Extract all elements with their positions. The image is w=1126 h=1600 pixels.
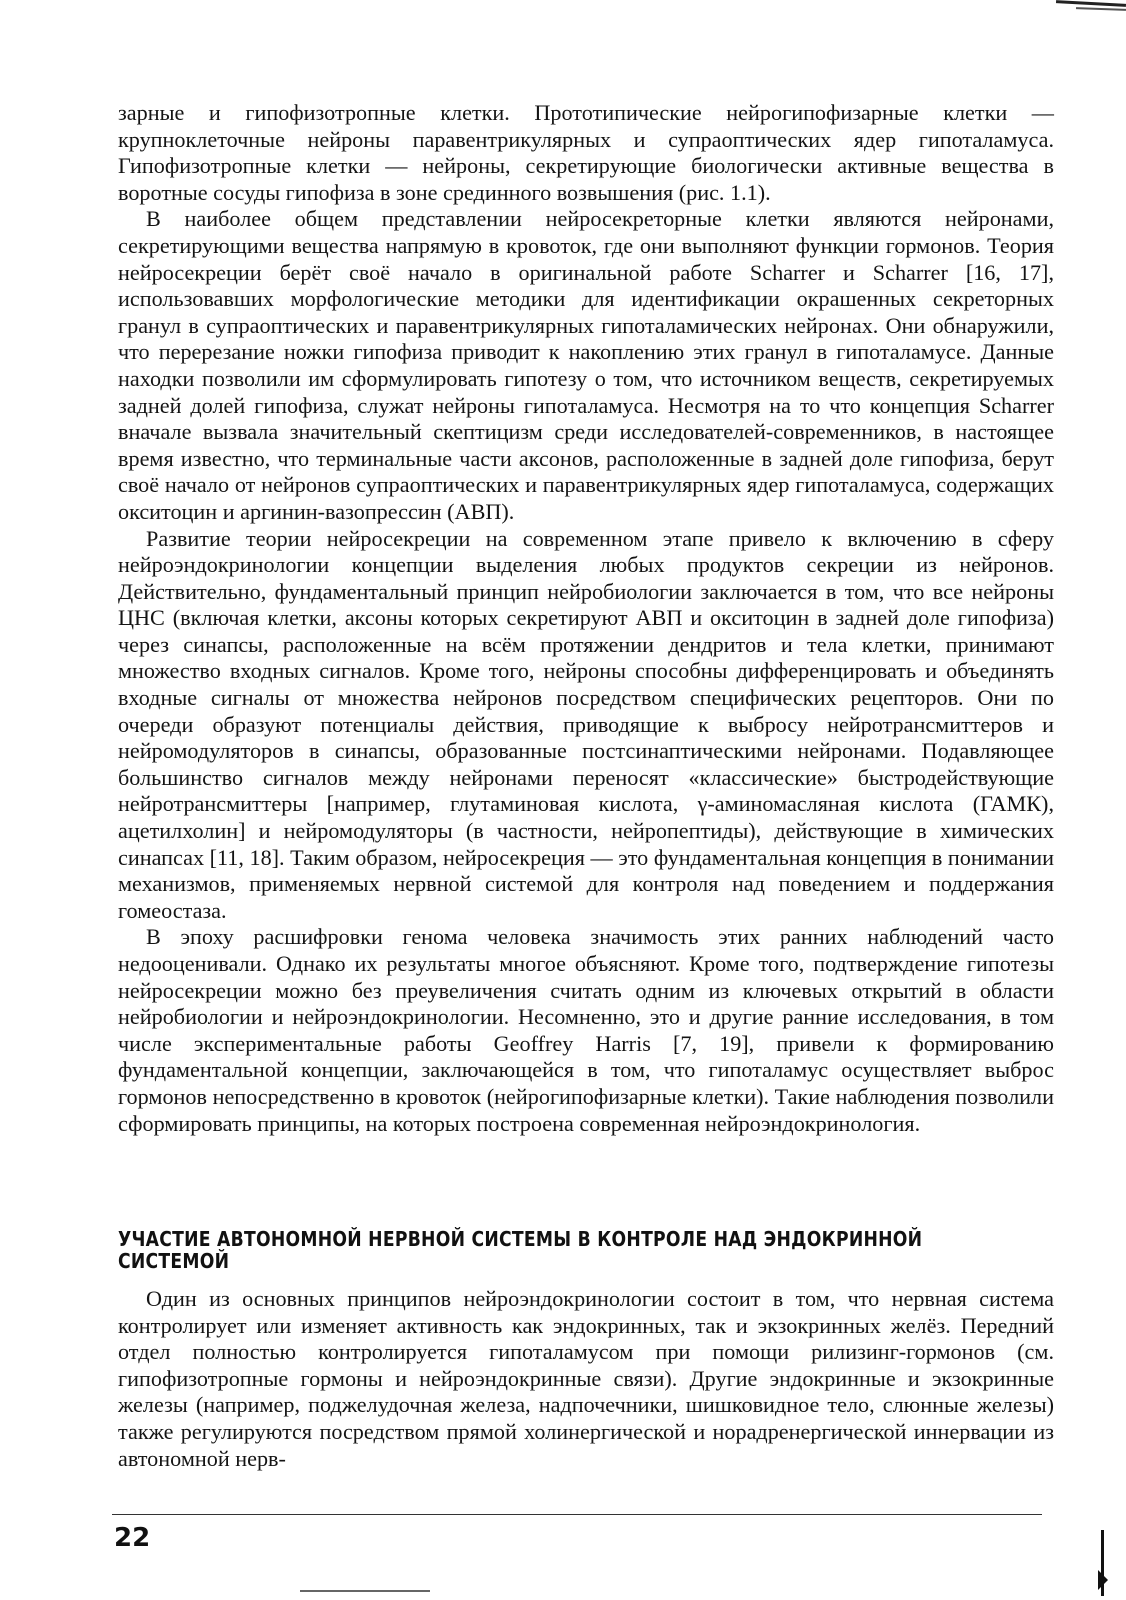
paragraph: В наиболее общем представлении нейросекреторные клетки являются нейронами, секретирующими вещества напрямую в кровоток, где они выполняют функции гормонов. Теория нейросекреции берёт своё начало в оригинальной работе Scharrer и Scharrer [16, 17], использовавших морфологические методики для идентификации окрашенных секреторных гранул в супраоптических и паравентрикулярных гипоталамических нейронах. Они обнаружили, что перерезание ножки гипофиза приводит к накоплению этих гранул в гипоталамусе. Данные находки позволили им сформулировать гипотезу о том, что источником веществ, секретируемых задней долей гипофиза, служат нейроны гипоталамуса. Несмотря на то что концепция Scharrer вначале вызвала значительный скептицизм среди исследователей-современников, в настоящее время известно, что терминальные части аксонов, расположенные в задней доле гипофиза, берут своё начало от нейронов супраоптических и паравентрикулярных ядер гипоталамуса, содержащих окситоцин и аргинин-вазопрессин (АВП). xyxy=(118,206,1054,524)
scan-artifact-mark xyxy=(1098,1530,1108,1596)
scan-artifact-corner xyxy=(1036,0,1126,14)
body-text-top xyxy=(118,100,1054,1137)
paragraph: Развитие теории нейросекреции на современном этапе привело к включению в сферу нейроэндокринологии концепции выделения любых продуктов секреции из нейронов. Действительно, фундаментальный принцип нейробиологии заключается в том, что все нейроны ЦНС (включая клетки, аксоны которых секретируют АВП и окситоцин в задней доле гипофиза) через синапсы, расположенные на всём протяжении дендритов и тела клетки, принимают множество входных сигналов. Кроме того, нейроны способны дифференцировать и объединять входные сигналы от множества нейронов посредством специфических рецепторов. Они по очереди образуют потенциалы действия, приводящие к выбросу нейротрансмиттеров и нейромодуляторов в синапсы, образованные постсинаптическими нейронами. Подавляющее большинство сигналов между нейронами переносят «классические» быстродействующие нейротрансмиттеры [например, глутаминовая кислота, γ-аминомасляная кислота (ГАМК), ацетилхолин] и нейромодуляторы (в частности, нейропептиды), действующие в химических синапсах [11, 18]. Таким образом, нейросекреция — это фундаментальная концепция в понимании механизмов, применяемых нервной системой для контроля над поведением и поддержания гомеостаза. xyxy=(118,525,1055,923)
paragraph: В эпоху расшифровки генома человека значимость этих ранних наблюдений часто недооценивали. Однако их результаты многое объясняют. Кроме того, подтверждение гипотезы нейросекреции можно без преувеличения считать одним из ключевых открытий в области нейробиологии и нейроэндокринологии. Несомненно, это и другие ранние исследования, в том числе экспериментальные работы Geoffrey Harris [7, 19], привели к формированию фундаментальной концепции, заключающейся в том, что гипоталамус осуществляет выброс гормонов непосредственно в кровоток (нейрогипофизарные клетки). Такие наблюдения позволили сформировать принципы, на которых построена современная нейроэндокринология. xyxy=(118,924,1054,1136)
footer-rule xyxy=(112,1514,1042,1515)
body-text-bottom xyxy=(118,1286,1054,1472)
section-heading: УЧАСТИЕ АВТОНОМНОЙ НЕРВНОЙ СИСТЕМЫ В КОНТРОЛЕ НАД ЭНДОКРИННОЙ СИСТЕМОЙ xyxy=(118,1227,923,1273)
page-number: 22 xyxy=(114,1523,151,1553)
paragraph: Один из основных принципов нейроэндокринологии состоит в том, что нервная система контролирует или изменяет активность как эндокринных, так и экзокринных желёз. Передний отдел полностью контролируется гипоталамусом при помощи рилизинг-гормонов (см. гипофизотропные гормоны и нейроэндокринные связи). Другие эндокринные и экзокринные железы (например, поджелудочная железа, надпочечники, шишковидное тело, слюнные железы) также регулируются посредством прямой холинергической и норадренергической иннервации из автономной нерв- xyxy=(118,1286,1054,1471)
paragraph: зарные и гипофизотропные клетки. Прототипические нейрогипофизарные клетки — крупноклеточные нейроны паравентрикулярных и супраоптических ядер гипоталамуса. Гипофизотропные клетки — нейроны, секретирующие биологически активные вещества в воротные сосуды гипофиза в зоне срединного возвышения (рис. 1.1). xyxy=(118,100,1054,205)
scan-artifact-dash xyxy=(300,1590,430,1592)
